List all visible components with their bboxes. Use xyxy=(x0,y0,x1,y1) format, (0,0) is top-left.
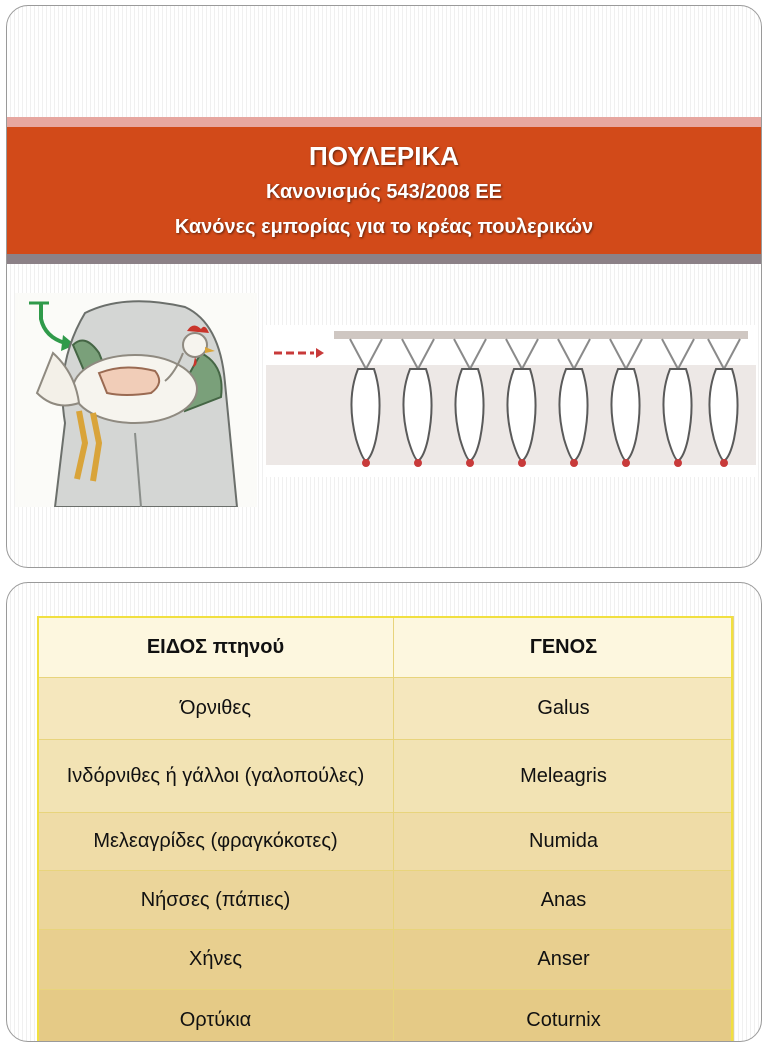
species-cell: Ορτύκια xyxy=(38,990,394,1042)
genus-cell: Coturnix xyxy=(394,990,734,1042)
table-row xyxy=(38,871,734,930)
chicken-handling-illustration xyxy=(15,293,257,507)
species-cell: Όρνιθες xyxy=(38,678,394,740)
bird-species-table xyxy=(37,616,734,1042)
slide-1 xyxy=(6,5,762,568)
slide-subtitle: Κανονισμός 543/2008 ΕΕ xyxy=(7,181,761,204)
table-row xyxy=(38,678,734,740)
pink-divider xyxy=(7,117,761,127)
gray-divider xyxy=(7,254,761,264)
species-cell: Ινδόρνιθες ή γάλλοι (γαλοπούλες) xyxy=(38,740,394,813)
title-band xyxy=(7,127,761,254)
genus-cell: Meleagris xyxy=(394,740,734,813)
genus-cell: Anser xyxy=(394,930,734,990)
species-cell: Μελεαγρίδες (φραγκόκοτες) xyxy=(38,813,394,871)
table-header-row xyxy=(38,617,734,678)
genus-cell: Galus xyxy=(394,678,734,740)
slide-title: ΠΟΥΛΕΡΙΚΑ xyxy=(7,141,761,172)
table-row xyxy=(38,813,734,871)
table-row xyxy=(38,740,734,813)
species-cell: Νήσσες (πάπιες) xyxy=(38,871,394,930)
table-row xyxy=(38,930,734,990)
species-cell: Χήνες xyxy=(38,930,394,990)
shackle-line-illustration xyxy=(266,325,756,477)
genus-cell: Numida xyxy=(394,813,734,871)
header-genus: ΓΕΝΟΣ xyxy=(394,617,734,678)
slide-subtitle-2: Κανόνες εμπορίας για το κρέας πουλερικών xyxy=(7,216,761,239)
header-species: ΕΙΔΟΣ πτηνού xyxy=(38,617,394,678)
genus-cell: Anas xyxy=(394,871,734,930)
table-row xyxy=(38,990,734,1042)
slide-2 xyxy=(6,582,762,1042)
